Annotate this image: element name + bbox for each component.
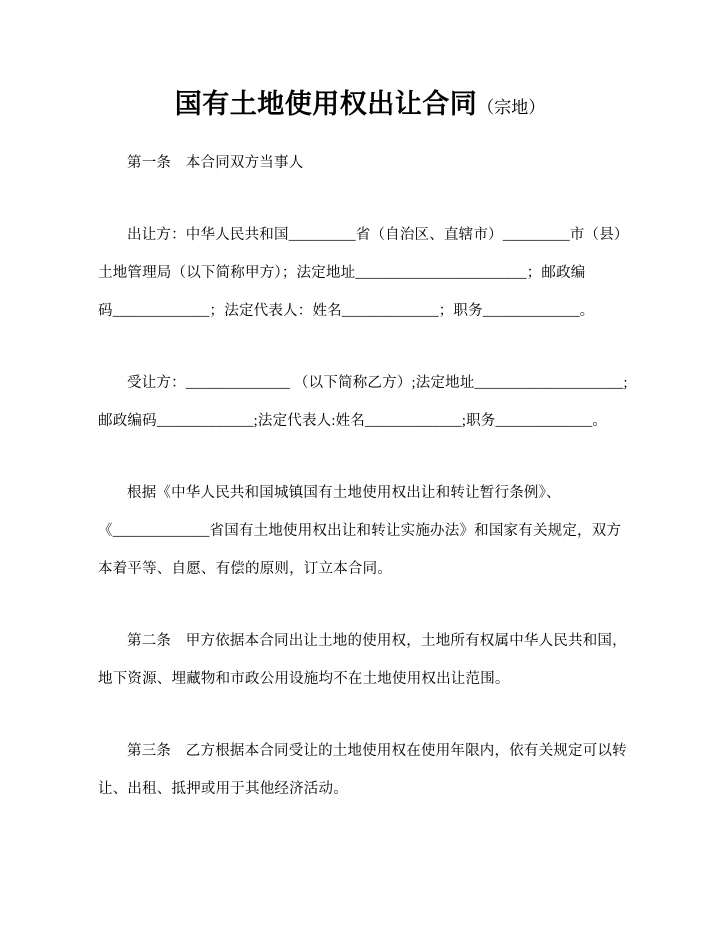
clause-2-line-1: 第二条 甲方依据本合同出让土地的使用权，土地所有权属中华人民共和国， [127,633,627,649]
party-b-line-1: 受让方：______________ （以下简称乙方）;法定地址____________________; [127,375,628,391]
clause-3-paragraph [98,732,627,808]
legal-basis-line-3: 本着平等、自愿、有偿的原则，订立本合同。 [98,561,392,577]
party-a-line-1: 出让方：中华人民共和国_________省（自治区、直辖市）_________市（县） [127,227,629,243]
legal-basis-line-2: 《_____________省国有土地使用权出让和转让实施办法》和国家有关规定，双方 [98,523,622,539]
clause-3-line-1: 第三条 乙方根据本合同受让的土地使用权在使用年限内，依有关规定可以转 [127,743,627,759]
title-suffix-text: （宗地） [477,98,546,117]
legal-basis-line-1: 根据《中华人民共和国城镇国有土地使用权出让和转让暂行条例》、 [127,485,561,501]
legal-basis-paragraph [98,474,622,588]
party-b-line-2: 邮政编码_____________;法定代表人:姓名_____________;职务_____________。 [98,413,608,429]
clause-1-heading-line: 第一条 本合同双方当事人 [127,155,304,171]
party-a-line-2: 土地管理局（以下简称甲方）；法定地址_______________________；邮政编 [98,265,586,281]
clause-2-paragraph [98,622,627,698]
clause-2-line-2: 地下资源、埋藏物和市政公用设施均不在土地使用权出让范围。 [98,671,510,687]
title-main-text: 国有土地使用权出让合同 [174,89,478,119]
clause-1-heading [98,144,622,182]
party-a-transferor-paragraph [98,216,629,330]
party-a-line-3: 码_____________；法定代表人：姓名_____________；职务_____________。 [98,303,595,319]
document-title [98,84,622,126]
clause-3-line-2: 让、出租、抵押或用于其他经济活动。 [98,781,348,797]
party-b-transferee-paragraph [98,364,628,440]
